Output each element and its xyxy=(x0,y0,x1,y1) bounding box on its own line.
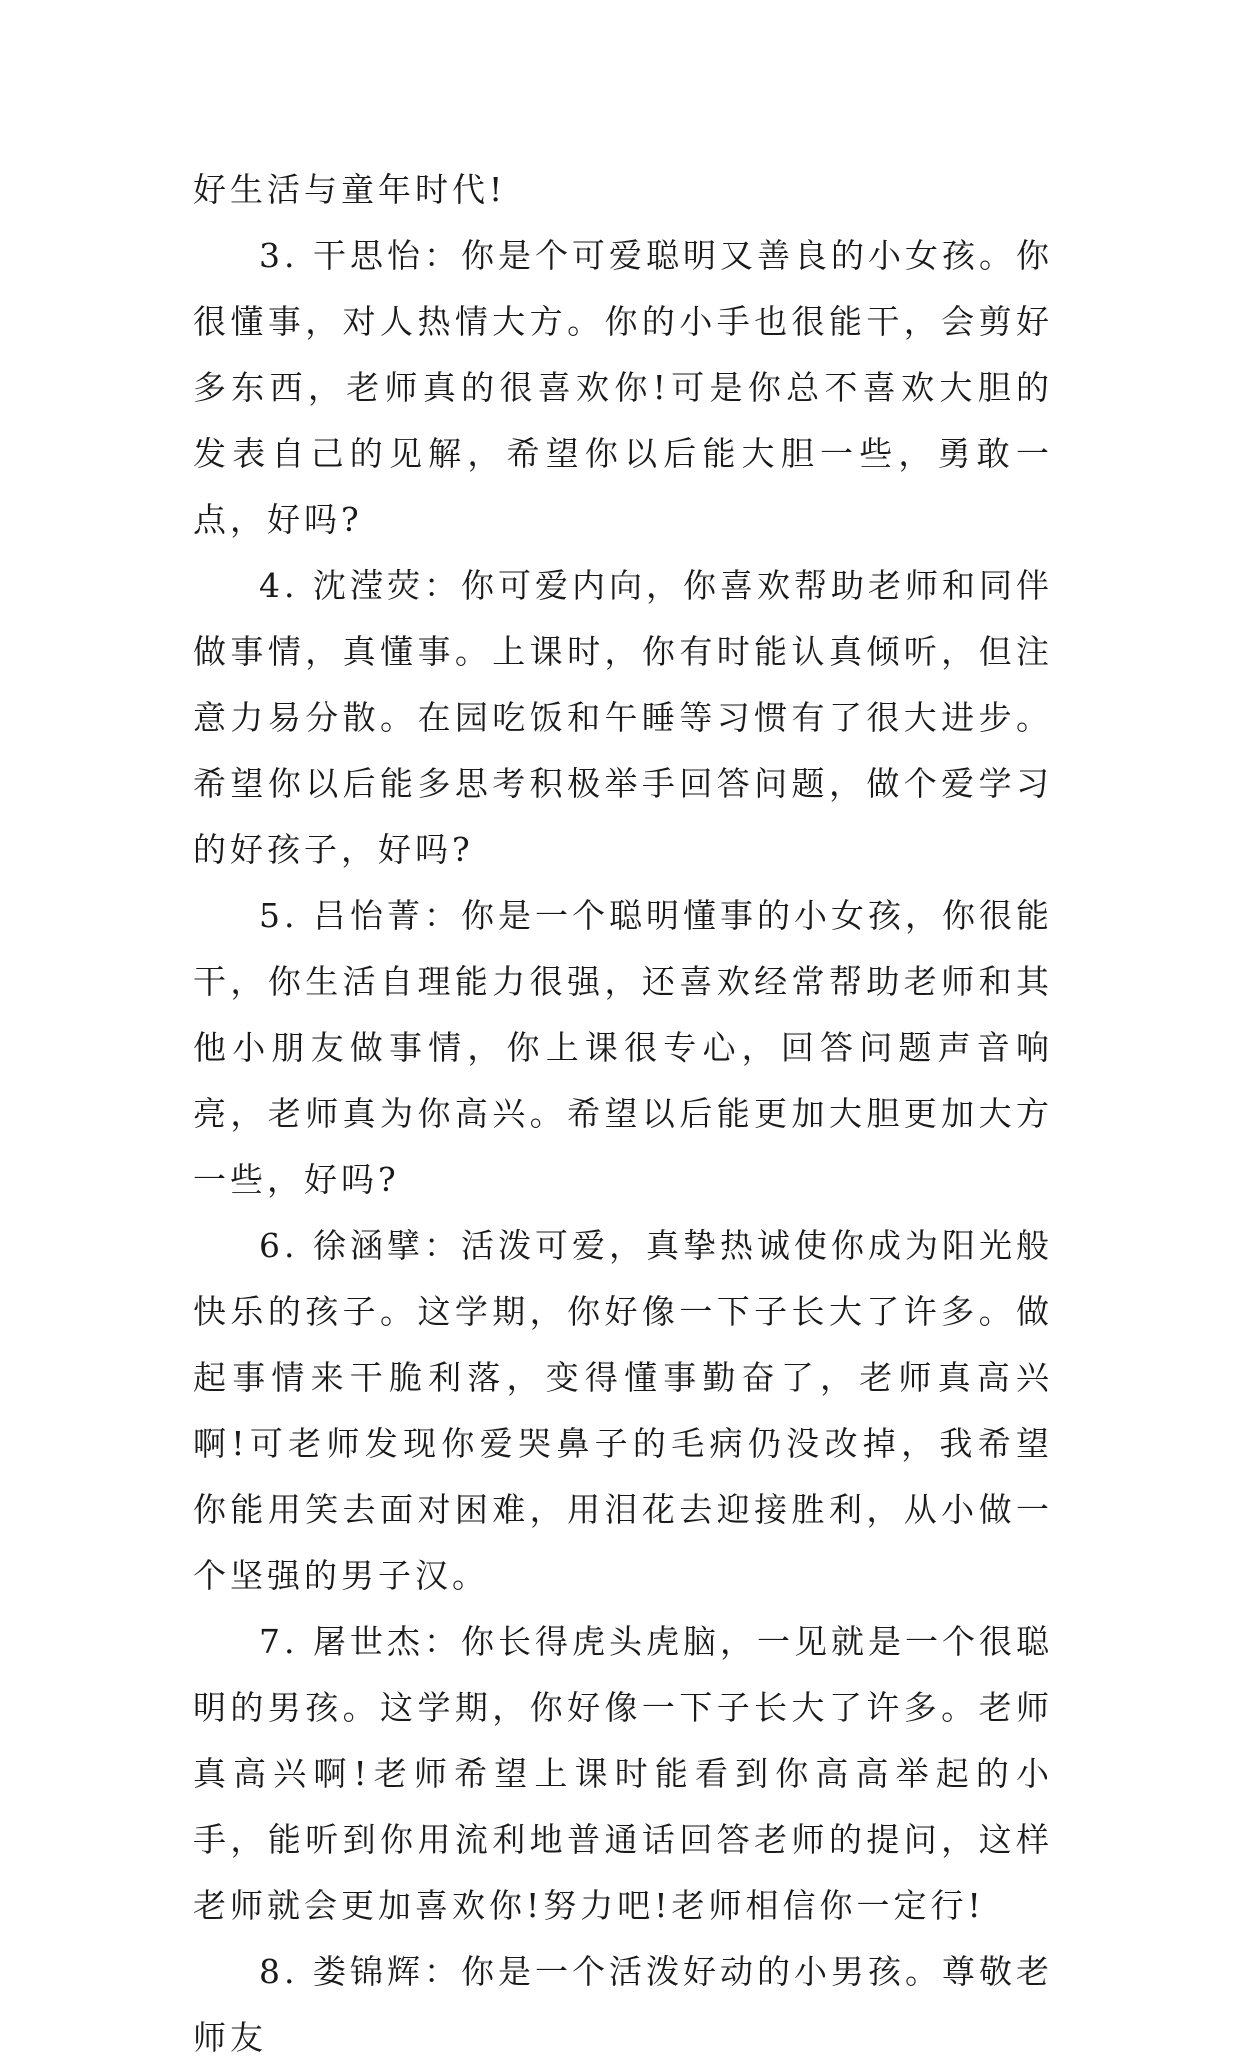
paragraph-continued: 好生活与童年时代! xyxy=(193,170,507,209)
document-body xyxy=(193,157,1053,2071)
paragraph-7: 7. 屠世杰：你长得虎头虎脑，一见就是一个很聪明的男孩。这学期，你好像一下子长大了许多。老师真高兴啊!老师希望上课时能看到你高高举起的小手，能听到你用流利地普通话回答老师的提问，这样老师就会更加喜欢你!努力吧!老师相信你一定行! xyxy=(193,1622,1053,1925)
paragraph-8: 8. 娄锦辉：你是一个活泼好动的小男孩。尊敬老师友 xyxy=(193,1952,1053,2057)
paragraph-5: 5. 吕怡菁：你是一个聪明懂事的小女孩，你很能干，你生活自理能力很强，还喜欢经常帮助老师和其他小朋友做事情，你上课很专心，回答问题声音响亮，老师真为你高兴。希望以后能更加大胆更加大方一些，好吗? xyxy=(193,896,1053,1199)
paragraph-3: 3. 干思怡：你是个可爱聪明又善良的小女孩。你很懂事，对人热情大方。你的小手也很能干，会剪好多东西，老师真的很喜欢你!可是你总不喜欢大胆的发表自己的见解，希望你以后能大胆一些，勇敢一点，好吗? xyxy=(193,236,1053,539)
paragraph-6: 6. 徐涵擘：活泼可爱，真挚热诚使你成为阳光般快乐的孩子。这学期，你好像一下子长大了许多。做起事情来干脆利落，变得懂事勤奋了，老师真高兴啊!可老师发现你爱哭鼻子的毛病仍没改掉，我希望你能用笑去面对困难，用泪花去迎接胜利，从小做一个坚强的男子汉。 xyxy=(193,1226,1053,1595)
paragraph-4: 4. 沈滢荧：你可爱内向，你喜欢帮助老师和同伴做事情，真懂事。上课时，你有时能认真倾听，但注意力易分散。在园吃饭和午睡等习惯有了很大进步。希望你以后能多思考积极举手回答问题，做个爱学习的好孩子，好吗? xyxy=(193,566,1053,869)
